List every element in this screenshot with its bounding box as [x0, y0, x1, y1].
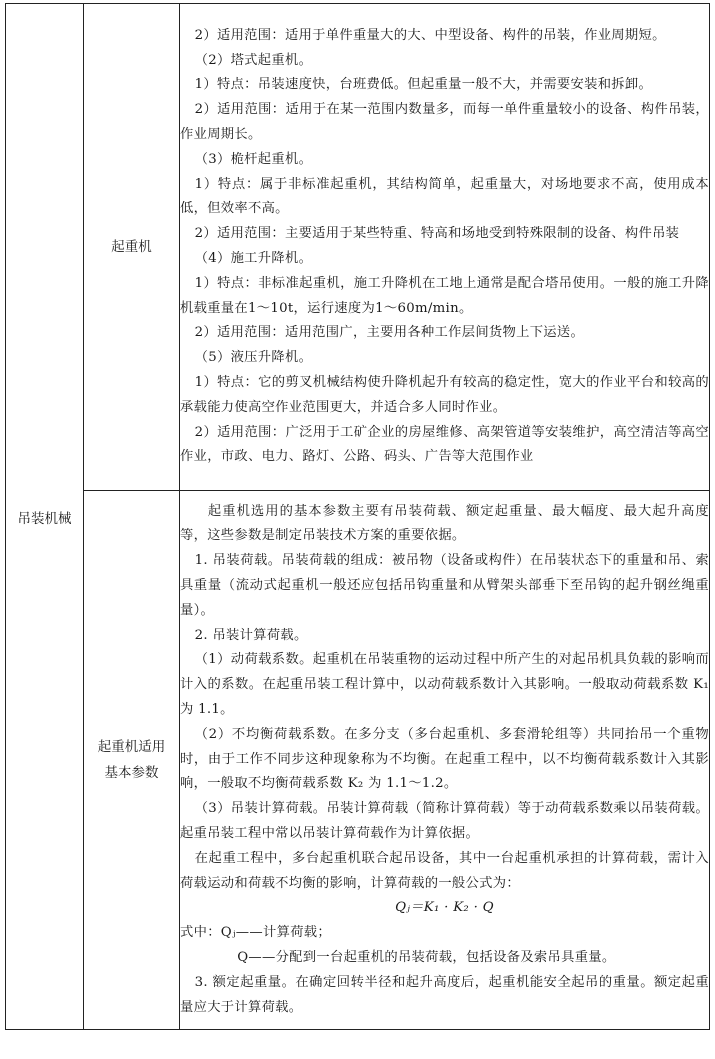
text-line: 2）适用范围：适用于单件重量大的大、中型设备、构件的吊装，作业周期短。: [194, 27, 666, 43]
content-cell-parameters: [180, 491, 710, 1030]
text-line: （3）吊装计算荷载。吊装计算荷载（简称计算荷载）等于动荷载系数乘以吊装荷载。起重吊装工程中常以吊装计算荷载作为计算依据。: [180, 801, 709, 841]
text-line: （5）液压升降机。: [194, 350, 313, 366]
text-line: 起重机选用的基本参数主要有吊装荷载、额定起重量、最大幅度、最大起升高度等，这些参数是制定吊装技术方案的重要依据。: [180, 503, 709, 544]
sub-category-label: 起重机: [111, 239, 152, 255]
category-label: 吊装机械: [17, 510, 72, 527]
text-line: 2. 吊装计算荷载。: [194, 627, 308, 643]
text-line: （1）动荷载系数。起重机在吊装重物的运动过程中所产生的对起吊机具负载的影响而计入的系数。在起重吊装工程计算中，以动荷载系数计入其影响。一般取动荷载系数 K₁ 为 1.1。: [180, 652, 709, 717]
text-line: 在起重工程中，多台起重机联合起吊设备，其中一台起重机承担的计算荷载，需计入荷载运动和荷载不均衡的影响，计算荷载的一般公式为：: [180, 850, 709, 891]
text-line: 2）适用范围：主要适用于某些特重、特高和场地受到特殊限制的设备、构件吊装: [194, 226, 680, 242]
formula: Qⱼ＝K₁ · K₂ · Q: [395, 900, 494, 916]
text-line: 1. 吊装荷载。吊装荷载的组成：被吊物（设备或构件）在吊装状态下的重量和吊、索具重量（流动式起重机一般还应包括吊钩重量和从臂架头部垂下至吊钩的起升钢丝绳重量）。: [180, 553, 709, 618]
definition-line: 式中：Qⱼ——计算荷载；: [180, 925, 331, 941]
sub-category-label-line1: 起重机适用: [97, 739, 166, 755]
text-line: 1）特点：属于非标准起重机，其结构简单，起重量大，对场地要求不高，使用成本低，但效率不高。: [180, 176, 709, 217]
definition-line: Q——分配到一台起重机的吊装荷载，包括设备及索吊具重量。: [237, 949, 616, 965]
table-row-crane: [6, 4, 710, 491]
table-row-parameters: [6, 491, 710, 1030]
text-line: （3）桅杆起重机。: [194, 151, 313, 167]
crane-table: [5, 3, 710, 1030]
text-line: （4）施工升降机。: [194, 251, 313, 266]
text-line: 2）适用范围：广泛用于工矿企业的房屋维修、高架管道等安装维护，高空清洁等高空作业，市政、电力、路灯、公路、码头、广告等大范围作业: [180, 424, 709, 465]
sub-category-label-line2: 基本参数: [104, 765, 159, 781]
category-cell: [6, 4, 84, 1030]
text-line: （2）塔式起重机。: [194, 52, 313, 68]
text-line: 1）特点：非标准起重机，施工升降机在工地上通常是配合塔吊使用。一般的施工升降机载重量在1～10t，运行速度为1～60m/min。: [180, 275, 709, 316]
text-line: 3. 额定起重量。在确定回转半径和起升高度后，起重机能安全起吊的重量。额定起重量应大于计算荷载。: [180, 974, 709, 1015]
text-line: （2）不均衡荷载系数。在多分支（多台起重机、多套滑轮组等）共同抬吊一个重物时，由于工作不同步这种现象称为不均衡。在起重工程中，以不均衡荷载系数计入其影响，一般取不均衡荷载系数 K₂ 为 1.1～1.2。: [180, 726, 709, 792]
content-cell-crane: [180, 4, 710, 491]
text-line: 1）特点：它的剪叉机械结构使升降机起升有较高的稳定性，宽大的作业平台和较高的承载能力使高空作业范围更大，并适合多人同时作业。: [180, 374, 709, 415]
text-line: 2）适用范围：适用于在某一范围内数量多，而每一单件重量较小的设备、构件吊装，作业周期长。: [180, 102, 709, 143]
text-line: 1）特点：吊装速度快，台班费低。但起重量一般不大，并需要安装和拆卸。: [194, 77, 653, 93]
sub-category-cell-crane: [84, 4, 180, 491]
sub-category-cell-parameters: [84, 491, 180, 1030]
text-line: 2）适用范围：适用范围广，主要用各种工作层间货物上下运送。: [194, 325, 585, 341]
